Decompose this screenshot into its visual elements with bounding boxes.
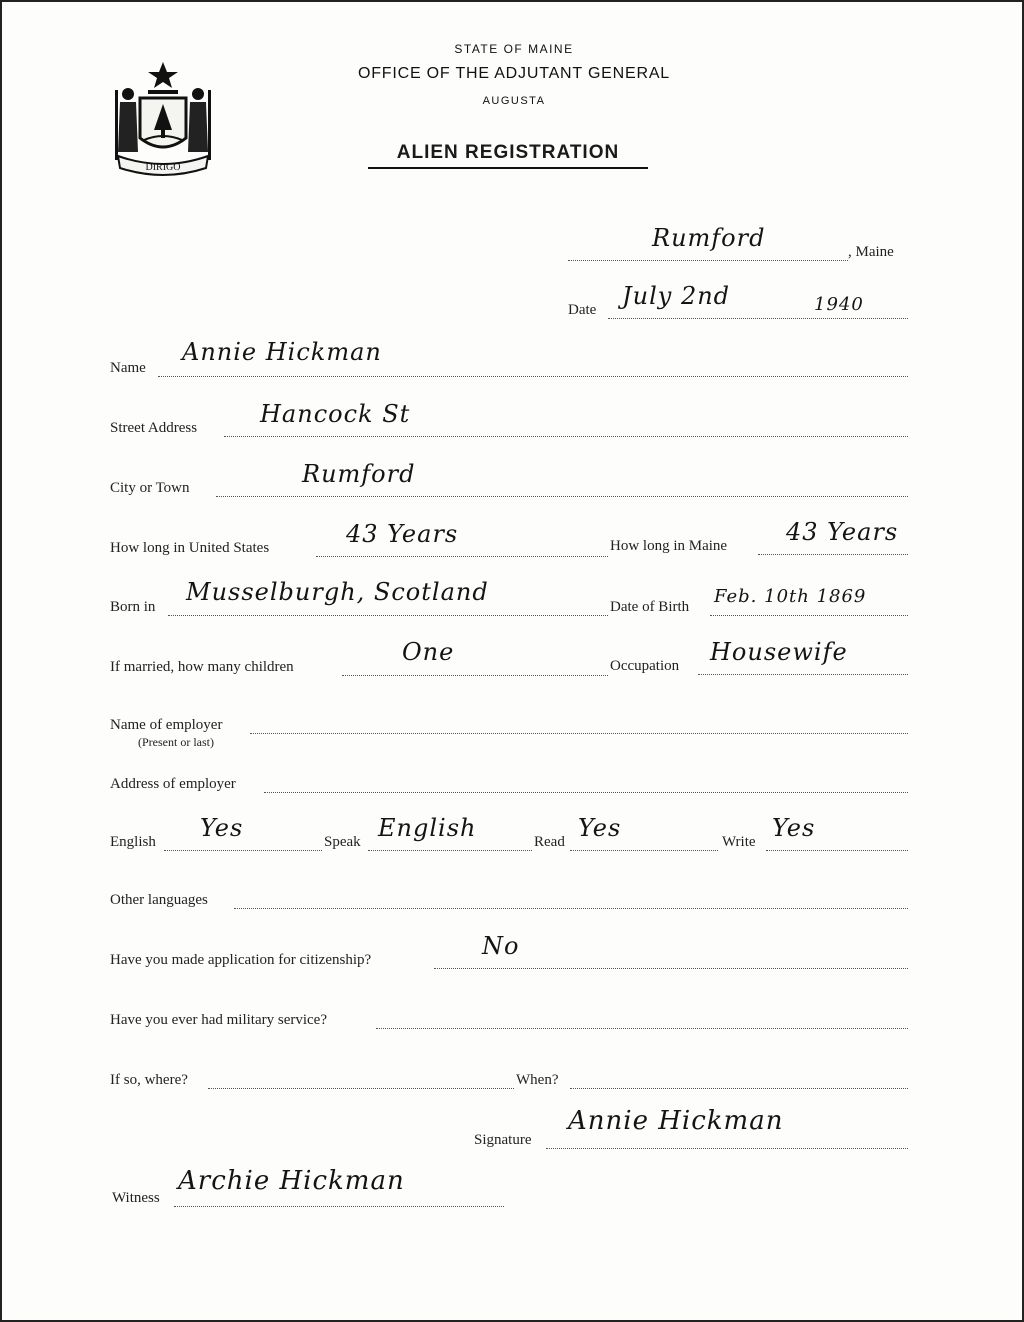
other-languages-label: Other languages — [110, 892, 208, 908]
born-in-label: Born in — [110, 599, 156, 615]
header-city: AUGUSTA — [482, 95, 546, 107]
header-office: OFFICE OF THE ADJUTANT GENERAL — [357, 65, 671, 82]
how-long-maine-label: How long in Maine — [610, 538, 728, 554]
how-long-us-label: How long in United States — [110, 540, 270, 556]
street-address-label: Street Address — [110, 420, 198, 436]
occupation-label: Occupation — [610, 658, 680, 674]
when-label: When? — [516, 1072, 559, 1088]
children-label: If married, how many children — [110, 659, 294, 675]
witness-value: Archie Hickman — [178, 1166, 405, 1196]
city-town-value: Rumford — [302, 460, 416, 488]
how-long-maine-value: 43 Years — [786, 518, 899, 546]
write-value: Yes — [772, 814, 816, 842]
city-town-label: City or Town — [110, 480, 190, 496]
speak-label: Speak — [324, 834, 361, 850]
born-in-value: Musselburgh, Scotland — [186, 578, 489, 606]
street-address-value: Hancock St — [260, 400, 411, 428]
signature-value: Annie Hickman — [568, 1106, 784, 1136]
maine-label: , Maine — [848, 244, 894, 260]
military-label: Have you ever had military service? — [110, 1012, 327, 1028]
citizenship-label: Have you made application for citizenship? — [110, 952, 372, 968]
signature-label: Signature — [474, 1132, 532, 1148]
employer-address-label: Address of employer — [110, 776, 236, 792]
employer-name-label: Name of employer — [110, 717, 223, 733]
english-label: English — [110, 834, 156, 850]
date-day-value: July 2nd — [622, 282, 731, 310]
name-label: Name — [110, 360, 146, 376]
employer-note-label: (Present or last) — [138, 735, 214, 749]
form-title: ALIEN REGISTRATION — [368, 142, 648, 169]
read-label: Read — [534, 834, 565, 850]
seal-motto: DIRIGO — [145, 162, 181, 173]
speak-value: English — [378, 814, 477, 842]
maine-state-seal-icon — [110, 60, 216, 184]
where-label: If so, where? — [110, 1072, 188, 1088]
children-value: One — [402, 638, 455, 666]
occupation-value: Housewife — [710, 638, 848, 666]
how-long-us-value: 43 Years — [346, 520, 459, 548]
read-value: Yes — [578, 814, 622, 842]
date-of-birth-label: Date of Birth — [610, 599, 690, 615]
header-state: STATE OF MAINE — [454, 42, 574, 56]
date-year-value: 1940 — [814, 294, 864, 315]
citizenship-value: No — [482, 932, 520, 960]
date-of-birth-value: Feb. 10th 1869 — [714, 586, 867, 607]
write-label: Write — [722, 834, 756, 850]
english-value: Yes — [200, 814, 244, 842]
date-label: Date — [568, 302, 597, 318]
witness-label: Witness — [112, 1190, 160, 1206]
name-value: Annie Hickman — [182, 338, 382, 366]
town-value: Rumford — [652, 224, 766, 252]
